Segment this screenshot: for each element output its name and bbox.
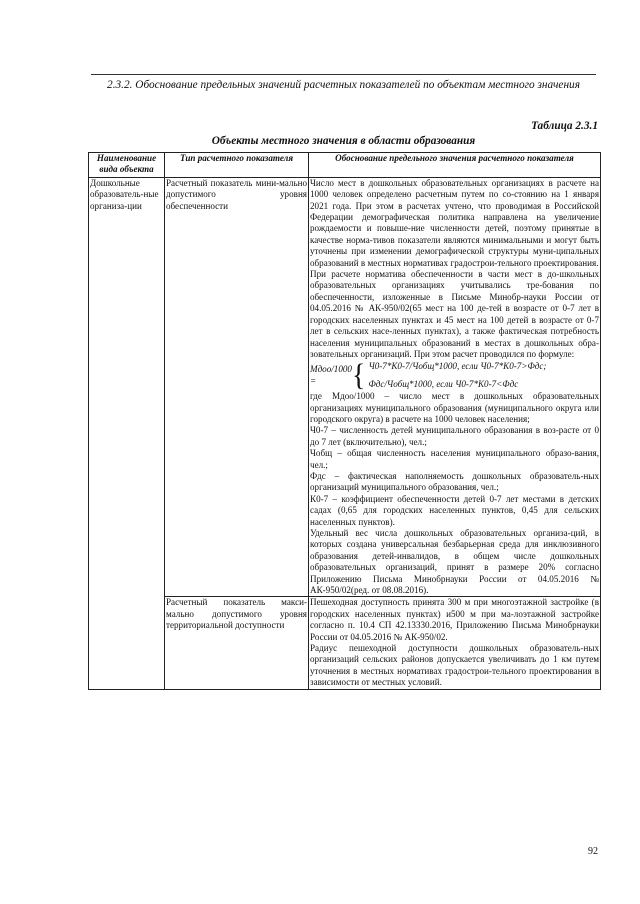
formula-definition: Чобщ – общая численность населения муниципального образо-вания, чел.; xyxy=(310,448,599,470)
capacity-formula xyxy=(310,358,599,393)
table-label: Таблица 2.3.1 xyxy=(531,120,598,132)
formula-case: Ч0-7*К0-7/Чобщ*1000, если Ч0-7*К0-7>Фдс; xyxy=(368,361,547,372)
table-header-row xyxy=(89,153,601,178)
justification-cell xyxy=(309,597,601,689)
justification-paragraph: При расчете норматива обеспеченности в части мест в до-школьных образовательных организациях учитывались тре-бования по обеспеченности, изложенные в Письме Минобр-науки России от 04.05.2016 № АК-950/02(65 мест на 100 де-тей в возрасте от 0-7 лет в городских населенных пунктах и 45 мест на 100 детей в возрасте от 0-7 лет в сельских насе-ленных пунктах), а также фактическая потребность населения муниципальных образований в местах в дошкольных обра-зовательных организаций. При этом расчет проводился по формуле: xyxy=(310,269,599,359)
table-row xyxy=(89,177,601,597)
formula-definition: К0-7 – коэффициент обеспеченности детей 0-7 лет местами в детских садах (0,65 для городских населенных пунктов, 0,45 для сельских населенных пунктов). xyxy=(310,493,599,527)
table-caption: Объекты местного значения в области образования xyxy=(211,135,476,147)
indicator-cell xyxy=(165,177,309,597)
header-rule xyxy=(91,74,596,75)
indicator-cell xyxy=(165,597,309,689)
formula-cases xyxy=(368,361,546,390)
column-header-object-type: Наименование вида объекта xyxy=(89,153,165,178)
object-type-text: Дошкольные образователь-ные организа-ции xyxy=(90,177,159,211)
objects-table xyxy=(88,152,601,690)
section-title: 2.3.2. Обоснование предельных значений расчетных показателей по объектам местного значения xyxy=(107,79,580,91)
table-row xyxy=(89,597,601,689)
justification-paragraph: Пешеходная доступность принята 300 м при многоэтажной застройке (в городских населенных пунктах) и500 м при ма-лоэтажной застройке согласно п. 10.4 СП 42.13330.2016, Приложению Письма Минобрнауки России от 04.05.2016 № АК-950/02. xyxy=(310,597,599,642)
formula-definition: где Mдоо/1000 – число мест в дошкольных образовательных организациях муниципального образования (муниципального округа или городского округа) в расчете на 1000 человек населения; xyxy=(310,391,599,424)
object-type-cell xyxy=(89,177,165,689)
formula-definition: Фдс – фактическая наполняемость дошкольных образователь-ных организаций муниципального образования, чел.; xyxy=(310,470,599,493)
column-header-justification: Обоснование предельного значения расчетного показателя xyxy=(309,153,601,178)
indicator-text: Расчетный показатель макси-мально допустимого уровня территориальной доступности xyxy=(166,597,307,631)
justification-paragraph: Удельный вес числа дошкольных образовательных организа-ций, в которых создана универсальная безбарьерная среда для инклюзивного образования детей-инвалидов, в общем числе дошкольных образовательных организаций, принят в размере 20% согласно Приложению Письма Минобрнауки России от 04.05.2016 № АК-950/02(ред. от 08.08.2016). xyxy=(310,528,599,596)
justification-paragraph: Число мест в дошкольных образовательных организациях в расчете на 1000 человек определено расчетным путем по со-стоянию на 1 января 2021 года. При этом в расчетах учтено, что проводимая в Российской Федерации демографическая политика направлена на увеличение рождаемости и повыше-ние численности детей, поэтому принятые в качестве норма-тивов показатели являются минимальными и могут быть уточнены при изменении демографической структуры муни-ципальных образований в местных нормативах градострои-тельного проектирования. xyxy=(310,177,599,268)
column-header-indicator-type: Тип расчетного показателя xyxy=(165,153,309,178)
formula-lhs: Mдоо/1000 = xyxy=(310,364,352,386)
indicator-text: Расчетный показатель мини-мально допустимого уровня обеспеченности xyxy=(166,177,307,211)
page-number: 92 xyxy=(588,846,598,857)
justification-cell xyxy=(309,177,601,597)
justification-paragraph: Радиус пешеходной доступности дошкольных образователь-ных организаций сельских районов допускается увеличивать до 1 км путем уточнения в местных нормативах градострои-тельного проектирования в зависимости от местных условий. xyxy=(310,643,599,688)
formula-brace: { xyxy=(352,358,366,393)
formula-case: Фдс/Чобщ*1000, если Ч0-7*К0-7<Фдс xyxy=(368,378,519,389)
formula-definition: Ч0-7 – численность детей муниципального образования в воз-расте от 0 до 7 лет (включительно), чел.; xyxy=(310,425,599,447)
